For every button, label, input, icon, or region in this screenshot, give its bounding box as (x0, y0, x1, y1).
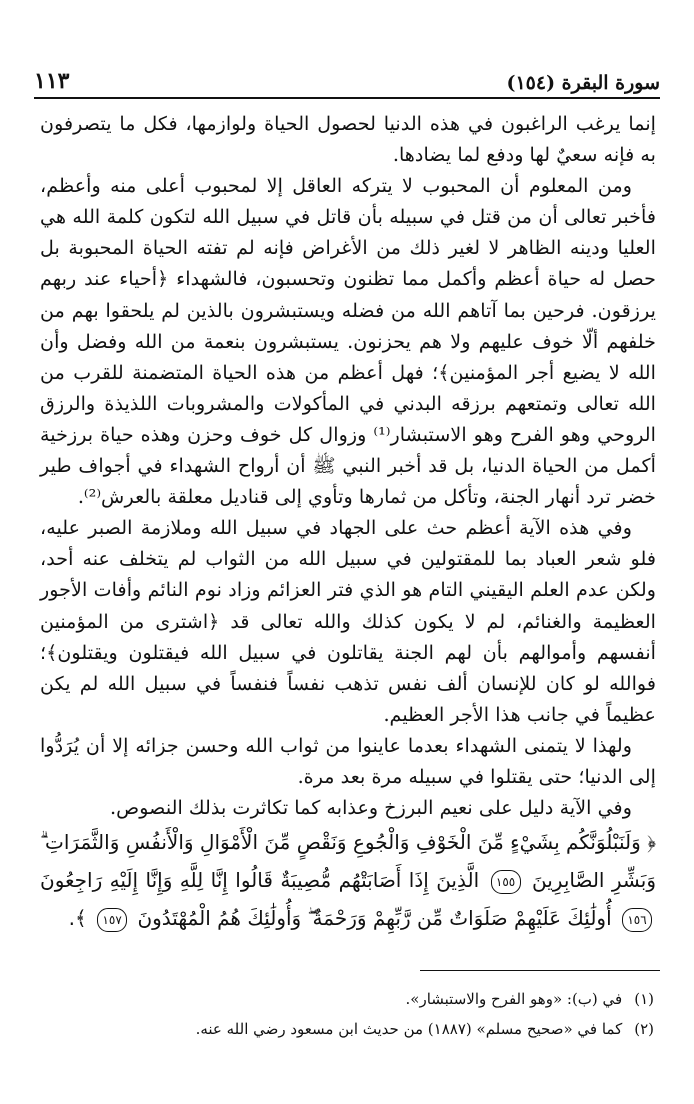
verse-open-bracket: ﴿ (647, 830, 656, 855)
footnote-text: كما في «صحيح مسلم» (١٨٨٧) من حديث ابن مسعود رضي الله عنه. (195, 1020, 623, 1038)
footnote-text: في (ب): «وهو الفرح والاستبشار». (405, 990, 623, 1008)
paragraph-4: ولهذا لا يتمنى الشهداء بعدما عاينوا من ثواب الله وحسن جزائه إلا أن يُرَدُّوا إلى الدنيا؛ حتى يقتلوا في سبيله مرة بعد مرة. (40, 733, 656, 788)
verse-157: أُولَٰئِكَ عَلَيْهِمْ صَلَوَاتٌ مِّن رَّبِّهِمْ وَرَحْمَةٌ ۖ وَأُولَٰئِكَ هُمُ الْمُهْتَدُونَ (137, 906, 612, 931)
footnote-label: (١) (634, 990, 654, 1008)
footnote-1 (40, 984, 654, 1014)
ayah-number-157: ١٥٧ (97, 908, 127, 932)
footnotes (40, 984, 654, 1044)
running-title: سورة البقرة (١٥٤) (506, 72, 660, 94)
page-number: ١١٣ (34, 68, 70, 94)
page-header (34, 60, 660, 94)
verse-155: وَلَنَبْلُوَنَّكُم بِشَيْءٍ مِّنَ الْخَوْفِ وَالْجُوعِ وَنَقْصٍ مِّنَ الْأَمْوَالِ وَالْأَنفُسِ وَالثَّمَرَاتِ ۗ وَبَشِّرِ الصَّابِرِينَ (40, 830, 656, 893)
footnote-label: (٢) (634, 1020, 654, 1038)
ayah-number-156: ١٥٦ (622, 908, 652, 932)
verse-close-bracket: ﴾. (68, 906, 87, 931)
main-text (40, 108, 656, 937)
quran-verses (40, 823, 656, 937)
paragraph-5: وفي الآية دليل على نعيم البرزخ وعذابه كما تكاثرت بذلك النصوص. (109, 796, 632, 820)
verse-156: الَّذِينَ إِذَا أَصَابَتْهُم مُّصِيبَةٌ قَالُوا إِنَّا لِلَّهِ وَإِنَّا إِلَيْهِ رَاجِعُونَ (40, 868, 480, 893)
paragraph-1: إنما يرغب الراغبون في هذه الدنيا لحصول الحياة ولوازمها، فكل ما يتصرفون به فإنه سعيٌ لها ودفع لما يضادها. (40, 112, 656, 167)
ayah-number-155: ١٥٥ (491, 870, 521, 894)
header-divider (34, 97, 660, 99)
footnote-2 (40, 1014, 654, 1044)
paragraph-3: وفي هذه الآية أعظم حث على الجهاد في سبيل الله وملازمة الصبر عليه، فلو شعر العباد بما للمقتولين في سبيل الله من الثواب لم يتخلف عنه أحد، ولكن عدم العلم اليقيني التام هو الذي فتر العزائم وزاد نوم النائم وأفات الأجور العظيمة والغنائم، لم لا يكون كذلك والله تعالى قد ﴿اشترى من المؤمنين أنفسهم وأموالهم بأن لهم الجنة يقاتلون في سبيل الله فيقتلون ويقتلون﴾؛ فوالله لو كان للإنسان ألف نفس تذهب نفساً فنفساً في سبيل الله لم يكن عظيماً في جانب هذا الأجر العظيم. (40, 516, 656, 726)
footnote-divider (420, 970, 660, 971)
paragraph-2: ومن المعلوم أن المحبوب لا يتركه العاقل إلا لمحبوب أعلى منه وأعظم، فأخبر تعالى أن من قتل في سبيله بأن قاتل في سبيل الله لتكون كلمة الله هي العليا ودينه الظاهر لا لغير ذلك من الأغراض فإنه لم تفته الحياة المحبوبة بل حصل له حياة أعظم وأكمل مما تظنون وتحسبون، فالشهداء ﴿أحياء عند ربهم يرزقون. فرحين بما آتاهم الله من فضله ويستبشرون بالذين لم يلحقوا بهم من خلفهم ألّا خوف عليهم ولا هم يحزنون. يستبشرون بنعمة من الله وفضل وأن الله لا يضيع أجر المؤمنين﴾؛ فهل أعظم من هذه الحياة المتضمنة للقرب من الله تعالى وتمتعهم برزقه البدني في المأكولات والمشروبات اللذيذة والرزق الروحي وهو الفرح وهو الاستبشار⁽¹⁾ وزوال كل خوف وحزن وهذه حياة برزخية أكمل من الحياة الدنيا، بل قد أخبر النبي ﷺ أن أرواح الشهداء في أجواف طير خضر ترد أنهار الجنة، وتأكل من ثمارها وتأوي إلى قناديل معلقة بالعرش⁽²⁾. (40, 174, 656, 509)
